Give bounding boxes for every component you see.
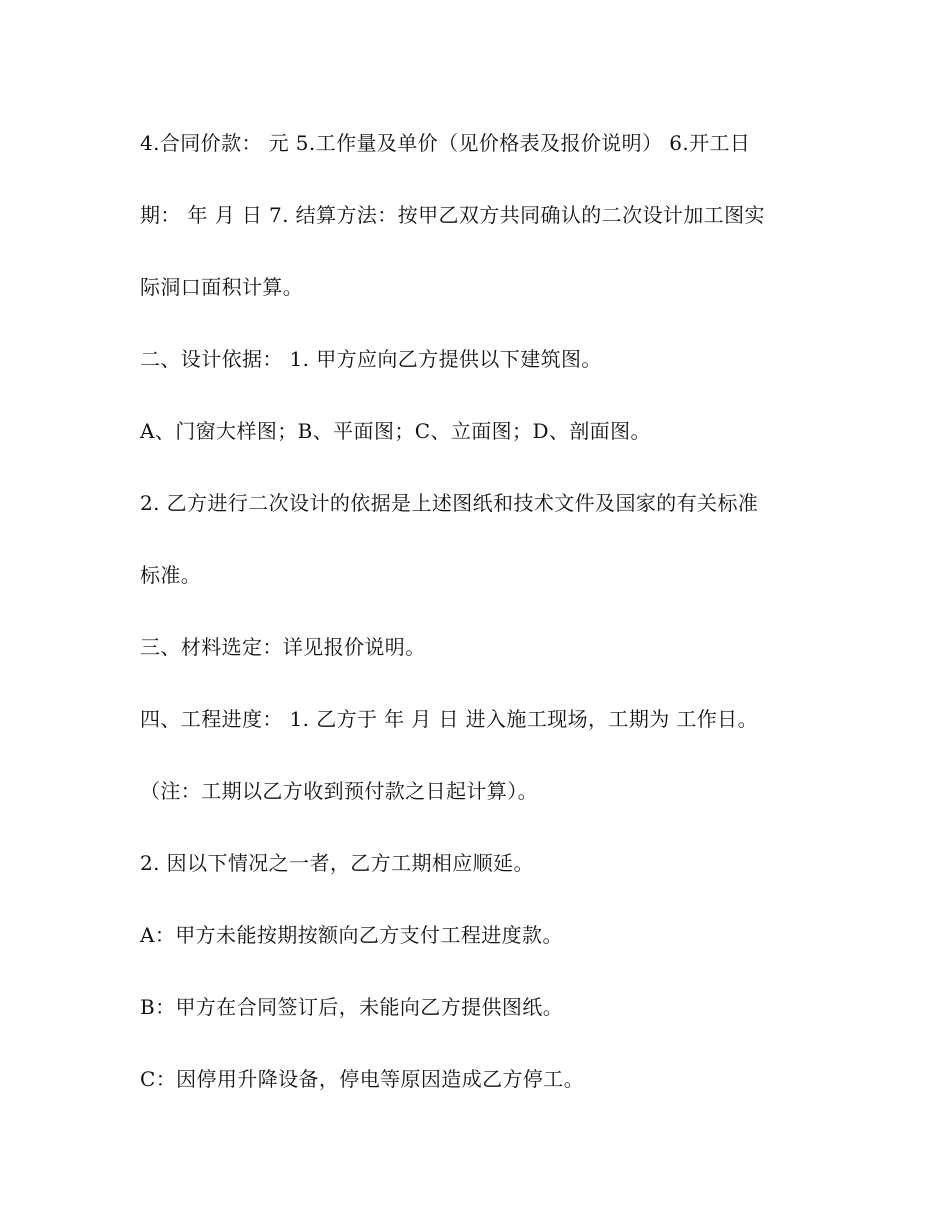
text-line-contract-price: 4.合同价款： 元 5.工作量及单价（见价格表及报价说明） 6.开工日 (140, 131, 751, 155)
text-line-material-selection: 三、材料选定：详见报价说明。 (140, 635, 426, 659)
text-line-design-basis: 二、设计依据： 1. 甲方应向乙方提供以下建筑图。 (140, 347, 602, 371)
text-line-project-schedule: 四、工程进度： 1. 乙方于 年 月 日 进入施工现场，工期为 工作日。 (140, 707, 758, 731)
text-line-condition-a: A：甲方未能按期按额向乙方支付工程进度款。 (140, 923, 563, 947)
text-line-condition-b: B：甲方在合同签订后，未能向乙方提供图纸。 (140, 995, 564, 1019)
text-line-settlement-method-cont: 际洞口面积计算。 (140, 275, 304, 299)
text-line-condition-c: C：因停用升降设备，停电等原因造成乙方停工。 (140, 1067, 585, 1091)
text-line-secondary-design-basis-cont: 标准。 (140, 563, 202, 587)
text-line-schedule-note: （注：工期以乙方收到预付款之日起计算）。 (140, 779, 538, 803)
text-line-settlement-method: 期： 年 月 日 7. 结算方法：按甲乙双方共同确认的二次设计加工图实 (140, 203, 765, 227)
text-line-delay-conditions: 2. 因以下情况之一者，乙方工期相应顺延。 (140, 851, 534, 875)
text-line-drawing-list: A、门窗大样图；B、平面图；C、立面图；D、剖面图。 (140, 419, 651, 443)
text-line-secondary-design-basis: 2. 乙方进行二次设计的依据是上述图纸和技术文件及国家的有关标准 (140, 491, 759, 515)
